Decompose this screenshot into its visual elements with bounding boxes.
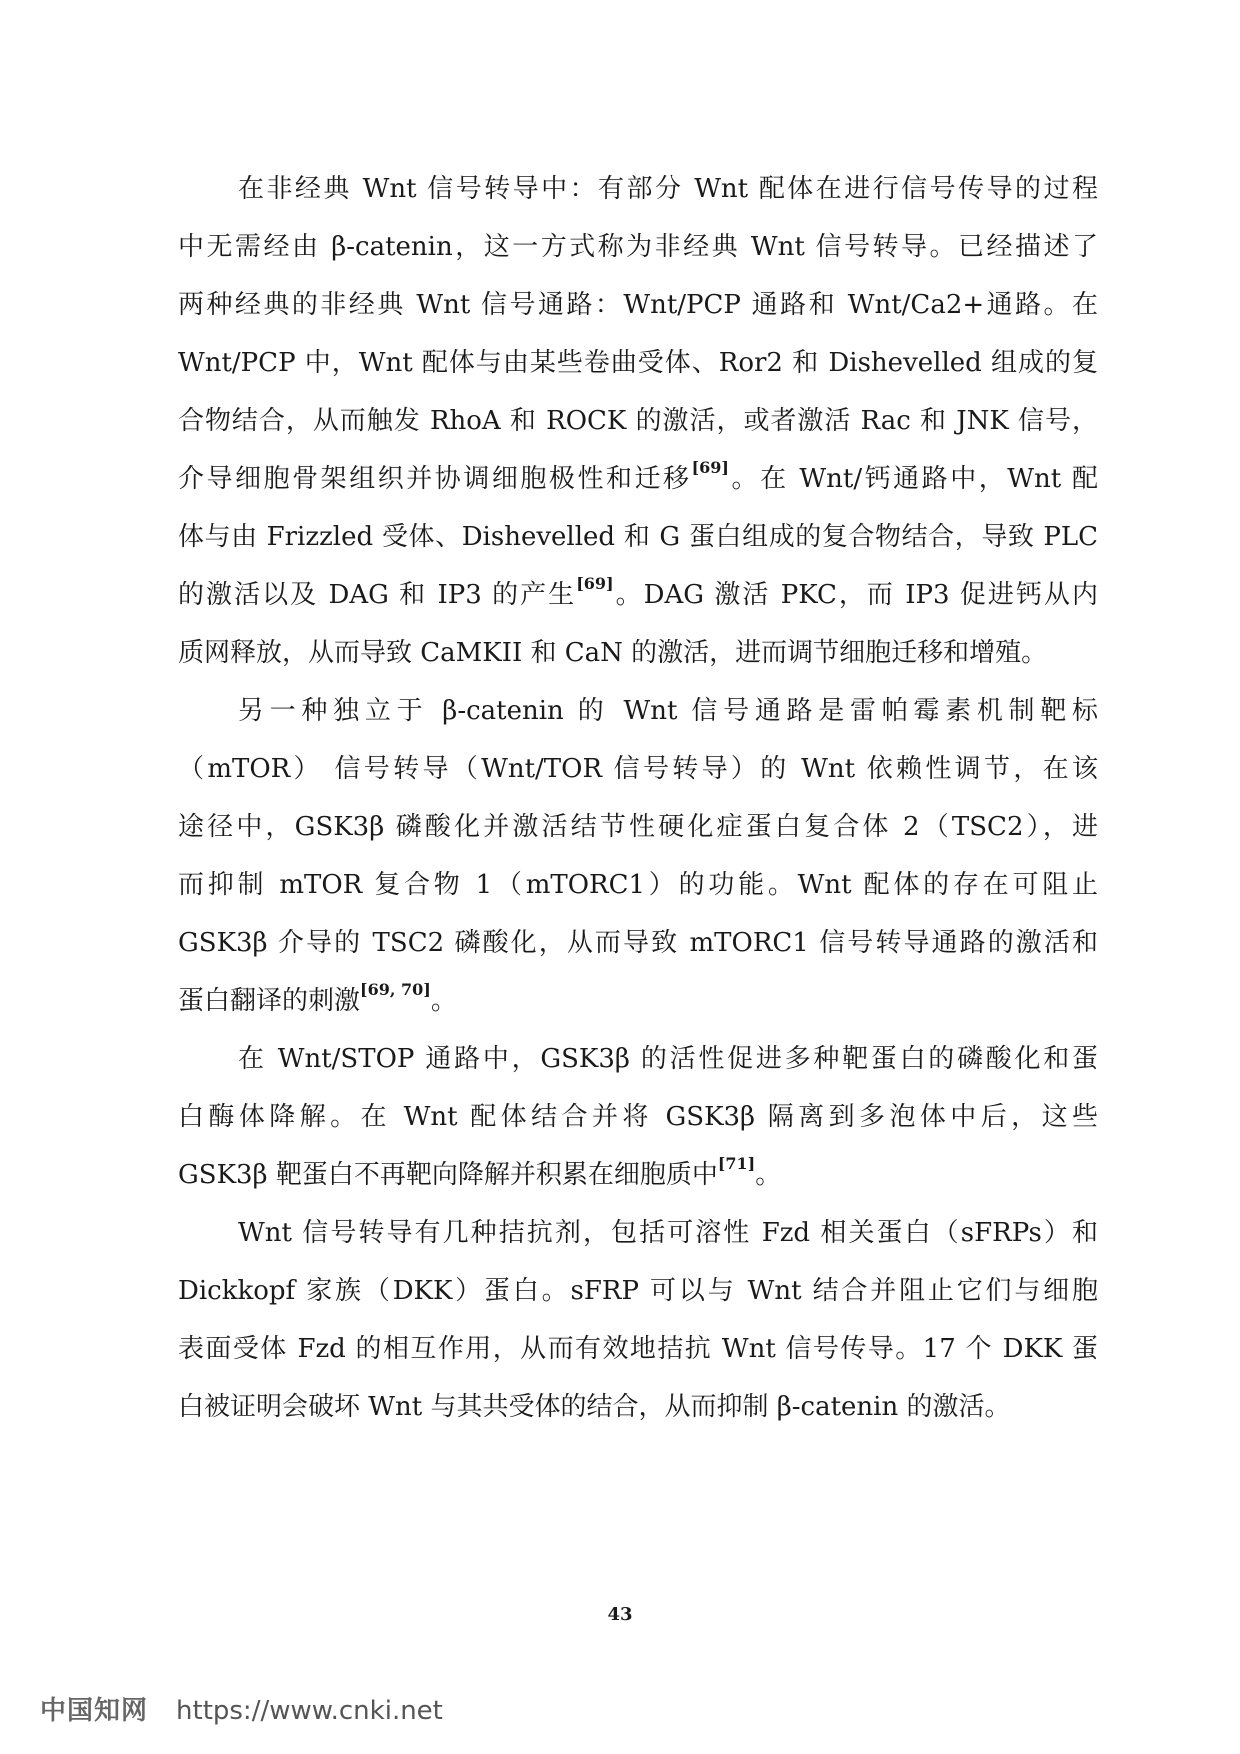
text-line: 白被证明会破坏 Wnt 与其共受体的结合，从而抑制 β-catenin 的激活。 (178, 1392, 1011, 1422)
page-number: 43 (607, 1604, 633, 1625)
text-line: 在 Wnt/STOP 通路中，GSK3β 的活性促进多种靶蛋白的磷酸化和蛋 (238, 1044, 1098, 1074)
text-span: 。 (755, 1160, 782, 1190)
citation: [69] (576, 574, 614, 594)
text-line: 质网释放，从而导致 CaMKII 和 CaN 的激活，进而调节细胞迁移和增殖。 (178, 638, 1048, 668)
text-span: 。DAG 激活 PKC，而 IP3 促进钙从内 (613, 580, 1098, 610)
text-line: 白酶体降解。在 Wnt 配体结合并将 GSK3β 隔离到多泡体中后，这些 (178, 1102, 1098, 1132)
text-span: GSK3β 靶蛋白不再靶向降解并积累在细胞质中 (178, 1160, 718, 1190)
text-span: 的激活以及 DAG 和 IP3 的产生 (178, 580, 577, 610)
text-line: 中无需经由 β-catenin，这一方式称为非经典 Wnt 信号转导。已经描述了 (178, 232, 1098, 262)
text-line: （mTOR） 信号转导（Wnt/TOR 信号转导）的 Wnt 依赖性调节，在该 (178, 754, 1098, 784)
text-line: Dickkopf 家族（DKK）蛋白。sFRP 可以与 Wnt 结合并阻止它们与细胞 (178, 1276, 1098, 1306)
citation: [69] (691, 458, 729, 478)
text-line: 表面受体 Fzd 的相互作用，从而有效地拮抗 Wnt 信号传导。17 个 DKK 蛋 (178, 1334, 1098, 1364)
text-line-with-citation (178, 980, 1098, 1018)
text-span: 蛋白翻译的刺激 (178, 986, 361, 1016)
cnki-watermark (40, 1690, 443, 1727)
text-line: Wnt 信号转导有几种拮抗剂，包括可溶性 Fzd 相关蛋白（sFRPs）和 (238, 1218, 1098, 1248)
citation: [69, 70] (360, 980, 431, 1000)
text-span: 介导细胞骨架组织并协调细胞极性和迁移 (178, 464, 692, 494)
text-line-with-citation (178, 1154, 1098, 1192)
watermark-brand: 中国知网 (40, 1696, 149, 1726)
text-line: 途径中，GSK3β 磷酸化并激活结节性硬化症蛋白复合体 2（TSC2），进 (178, 812, 1098, 842)
watermark-url: https://www.cnki.net (176, 1696, 443, 1726)
text-line: Wnt/PCP 中，Wnt 配体与由某些卷曲受体、Ror2 和 Dishevelled 组成的复 (178, 348, 1098, 378)
text-line: 另一种独立于 β-catenin 的 Wnt 信号通路是雷帕霉素机制靶标 (238, 696, 1098, 726)
text-span: 。 (430, 986, 457, 1016)
text-line: 在非经典 Wnt 信号转导中：有部分 Wnt 配体在进行信号传导的过程 (238, 174, 1098, 204)
text-line: 合物结合，从而触发 RhoA 和 ROCK 的激活，或者激活 Rac 和 JNK 信号， (178, 406, 1098, 436)
text-line-with-citation (178, 574, 1098, 612)
text-line: 而抑制 mTOR 复合物 1（mTORC1）的功能。Wnt 配体的存在可阻止 (178, 870, 1098, 900)
text-line: 两种经典的非经典 Wnt 信号通路：Wnt/PCP 通路和 Wnt/Ca2+通路。在 (178, 290, 1098, 320)
citation: [71] (717, 1154, 756, 1174)
text-line: GSK3β 介导的 TSC2 磷酸化，从而导致 mTORC1 信号转导通路的激活和 (178, 928, 1098, 958)
text-line: 体与由 Frizzled 受体、Dishevelled 和 G 蛋白组成的复合物结合，导致 PLC (178, 522, 1098, 552)
text-line-with-citation (178, 458, 1098, 496)
text-span: 。在 Wnt/钙通路中，Wnt 配 (729, 464, 1098, 494)
